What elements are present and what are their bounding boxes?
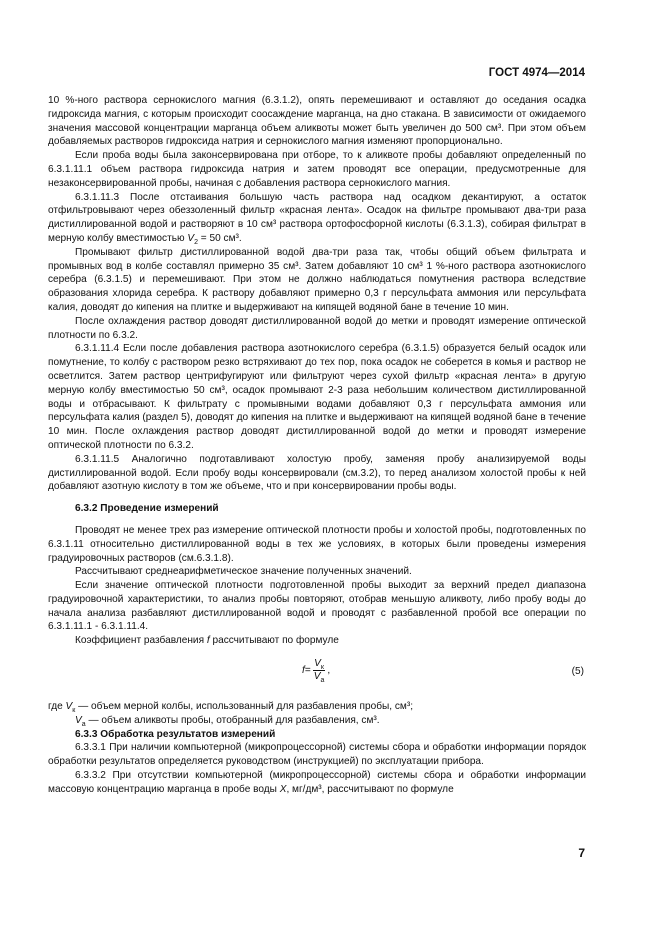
numerator-sub: к xyxy=(320,664,324,672)
formula-tail: , xyxy=(327,664,331,676)
text: 6.3.3.2 При отсутствии компьютерной (микропроцессорной) системы сбора и обработки информации массовую концентрацию марганца в пробе воды xyxy=(48,770,586,795)
text: где xyxy=(48,701,66,713)
page-number: 7 xyxy=(578,846,585,860)
definition-va xyxy=(48,714,586,728)
fraction xyxy=(313,658,326,683)
definition-vk xyxy=(48,700,586,714)
variable-v: V xyxy=(65,701,73,713)
subscript: 2 xyxy=(194,238,198,246)
text: — объем мерной колбы, использованный для разбавления пробы, см³; xyxy=(75,701,414,713)
denominator-sub: а xyxy=(320,677,325,685)
paragraph: Промывают фильтр дистиллированной водой два-три раза так, чтобы общий объем фильтрата и промывных вод в колбе составлял примерно 35 см³. Затем добавляют 10 см³ 1 %-ного раствора азотнокислого серебра (6.3.1.5) и перемешивают. При этом не должно наблюдаться помутнения раствора вследствие образования хлорида серебра. К раствору добавляют примерно 0,3 г персульфата аммония или персульфата калия, доводят до кипения на плитке и выдерживают на кипящей водяной бане в течение 10 мин. xyxy=(48,246,586,313)
paragraph: Если проба воды была законсервирована при отборе, то к аликвоте пробы добавляют определенный по 6.3.1.11.1 объем раствора гидроксида натрия и затем проводят все операции, предусмотренные для незаконсервированной пробы, начиная с добавления раствора сернокислого магния. xyxy=(48,150,586,189)
variable-v: V xyxy=(187,232,195,244)
text: рассчитывают по формуле xyxy=(209,635,339,647)
text: = 50 см³. xyxy=(198,232,242,244)
denominator-var: V xyxy=(313,671,321,683)
subscript: к xyxy=(72,707,76,715)
formula-lhs: f xyxy=(302,664,305,676)
paragraph: Если значение оптической плотности подготовленной пробы выходит за верхний предел диапазона градуировочной характеристики, то анализ пробы повторяют, отобрав меньшую аликвоту, либо пробу воды до начала анализа разбавляют дистиллированной водой и проводят с разбавленной пробой все операции по 6.3.1.11.1 - 6.3.1.11.4. xyxy=(48,580,586,633)
paragraph: 10 %-ного раствора сернокислого магния (6.3.1.2), опять перемешивают и оставляют до оседания осадка гидроксида магния, с которым происходит соосаждение марганца, на дно стакана. В зависимости от ожидаемого значения массовой концентрации марганца объем аликвоты может быть увеличен до 500 см³. При этом объем добавляемых растворов гидроксида натрия и сернокислого магния изменяют пропорционально. xyxy=(48,95,586,148)
paragraph: После охлаждения раствор доводят дистиллированной водой до метки и проводят измерение оптической плотности по 6.3.2. xyxy=(48,315,586,341)
paragraph xyxy=(48,634,586,648)
text: , мг/дм³, рассчитывают по формуле xyxy=(286,783,454,795)
text: 6.3.1.11.3 После отстаивания большую часть раствора над осадком декантируют, а остаток отфильтровывают через обеззоленный фильтр «красная лента». Осадок на фильтре промывают два-три раза дистиллированной водой и растворяют в 10 см³ раствора ортофосфорной кислоты (6.3.1.3), собирая фильтрат в мерную колбу вместимостью xyxy=(48,191,586,244)
denominator xyxy=(313,671,326,683)
paragraph xyxy=(48,769,586,797)
definitions xyxy=(48,700,586,728)
page-body xyxy=(48,94,586,797)
numerator-var: V xyxy=(314,658,321,670)
formula-5 xyxy=(48,652,586,696)
text: — объем аликвоты пробы, отобранный для разбавления, см³. xyxy=(85,714,380,726)
section-heading-6-3-3: 6.3.3 Обработка результатов измерений xyxy=(75,728,276,740)
paragraph: Проводят не менее трех раз измерение оптической плотности пробы и холостой пробы, подготовленных по 6.3.1.11 относительно дистиллированной воды в тех же условиях, в которых были проведены измерения градуировочных растворов (см.6.3.1.8). xyxy=(48,524,586,564)
variable-v: V xyxy=(75,714,82,726)
text: Коэффициент разбавления xyxy=(75,635,207,647)
paragraph: 6.3.3.1 При наличии компьютерной (микропроцессорной) системы сбора и обработки информации порядок обработки результатов определяется руководством (инструкцией) по эксплуатации прибора. xyxy=(48,742,586,768)
section-heading-6-3-2: 6.3.2 Проведение измерений xyxy=(75,503,219,515)
paragraph: Рассчитывают среднеарифметическое значение полученных значений. xyxy=(75,566,412,578)
paragraph-6-3-1-11-5: 6.3.1.11.5 Аналогично подготавливают холостую пробу, заменяя пробу анализируемой воды дистиллированной водой. Если пробу воды консервировали (см.3.2), то перед анализом холостой пробы к ней добавляют азотную кислоту в том же объеме, что и при консервировании пробы воды. xyxy=(48,453,586,493)
variable-f: f xyxy=(206,635,210,647)
formula-equals: = xyxy=(304,664,311,676)
paragraph-6-3-1-11-4: 6.3.1.11.4 Если после добавления раствора азотнокислого серебра (6.3.1.5) образуется белый осадок или помутнение, то колбу с раствором резко встряхивают до тех пор, пока осадок не соберется в комья и раствор не осветлится. Затем раствор центрифугируют или фильтруют через сухой фильтр «красная лента» в другую мерную колбу вместимостью 50 см³, осадок промывают 2-3 раза небольшим количеством дистиллированной воды и отбрасывают. К фильтрату с промывными водами добавляют 0,3 г персульфата аммония или персульфата калия (раздел 5), доводят до кипения на плитке и выдерживают на кипящей водяной бане в течение 10 мин. После охлаждения раствор доводят дистиллированной водой до метки и проводят измерение оптической плотности по 6.3.2. xyxy=(48,343,586,451)
formula-expression xyxy=(302,658,330,683)
equation-number: (5) xyxy=(571,666,584,678)
paragraph-6-3-1-11-3 xyxy=(48,191,586,246)
subscript: а xyxy=(81,720,86,728)
variable-x: X xyxy=(279,783,287,795)
numerator xyxy=(313,658,325,671)
document-code: ГОСТ 4974—2014 xyxy=(488,67,585,79)
